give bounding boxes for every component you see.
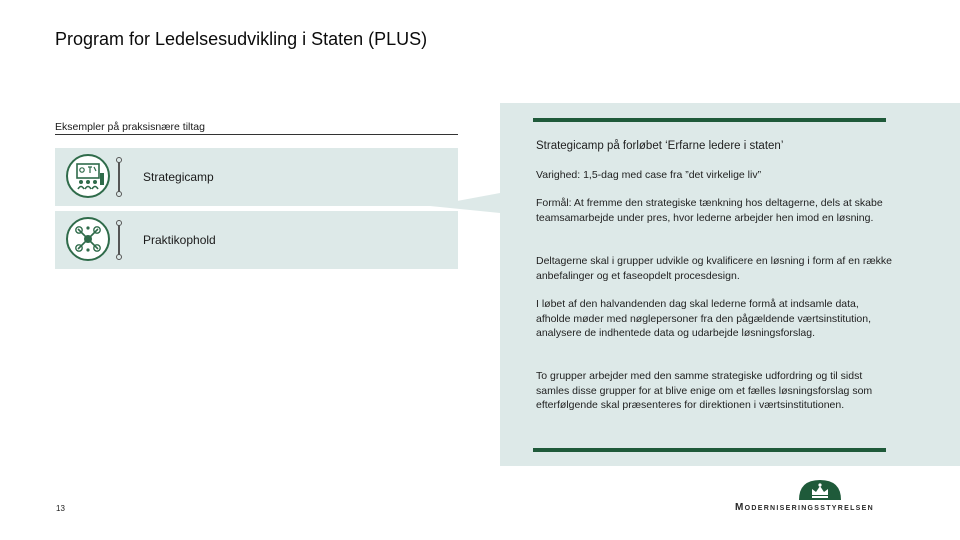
timeline-connector [118, 160, 120, 194]
tiltag-label: Praktikophold [143, 233, 216, 247]
crown-crest-icon [799, 480, 841, 500]
logo-wordmark: Moderniseringsstyrelsen [735, 502, 874, 513]
panel-title: Strategicamp på forløbet ‘Erfarne ledere i staten’ [536, 140, 784, 152]
section-label: Eksempler på praksisnære tiltag [55, 121, 458, 135]
panel-top-rule [533, 118, 886, 122]
page-number: 13 [56, 504, 65, 513]
panel-paragraph-groups: Deltagerne skal i grupper udvikle og kvalificere en løsning i form af en række anbefalinger og et faseopdelt procesdesign. [536, 255, 893, 282]
timeline-connector [118, 223, 120, 257]
panel-paragraph-process: I løbet af den halvandenden dag skal lederne formå at indsamle data, afholde møder med nøglepersoner fra den pågældende værtsinstitution, analysere de indhentede data og udarbejde løsningsforslag. [536, 298, 872, 339]
tiltag-card-praktikophold[interactable] [55, 211, 458, 269]
tiltag-label: Strategicamp [143, 170, 214, 184]
strategy-board-icon [65, 153, 111, 199]
tiltag-card-strategicamp[interactable] [55, 148, 458, 206]
panel-paragraph-duration: Varighed: 1,5-dag med case fra ”det virkelige liv” [536, 169, 762, 181]
page-title: Program for Ledelsesudvikling i Staten (PLUS) [55, 29, 428, 49]
moderniseringsstyrelsen-logo [735, 480, 910, 515]
people-network-icon [65, 216, 111, 262]
callout-connector [428, 103, 508, 466]
panel-paragraph-purpose: Formål: At fremme den strategiske tænkning hos deltagerne, dels at skabe teamsamarbejde under pres, hvor lederne arbejder hen imod en løsning. [536, 197, 883, 224]
panel-bottom-rule [533, 448, 886, 452]
panel-paragraph-outcome: To grupper arbejder med den samme strategiske udfordring og til sidst samles disse grupper for at blive enige om et fælles løsningsforslag som efterfølgende skal præsenteres for direktionen i værtsinstitutionen. [536, 370, 873, 411]
